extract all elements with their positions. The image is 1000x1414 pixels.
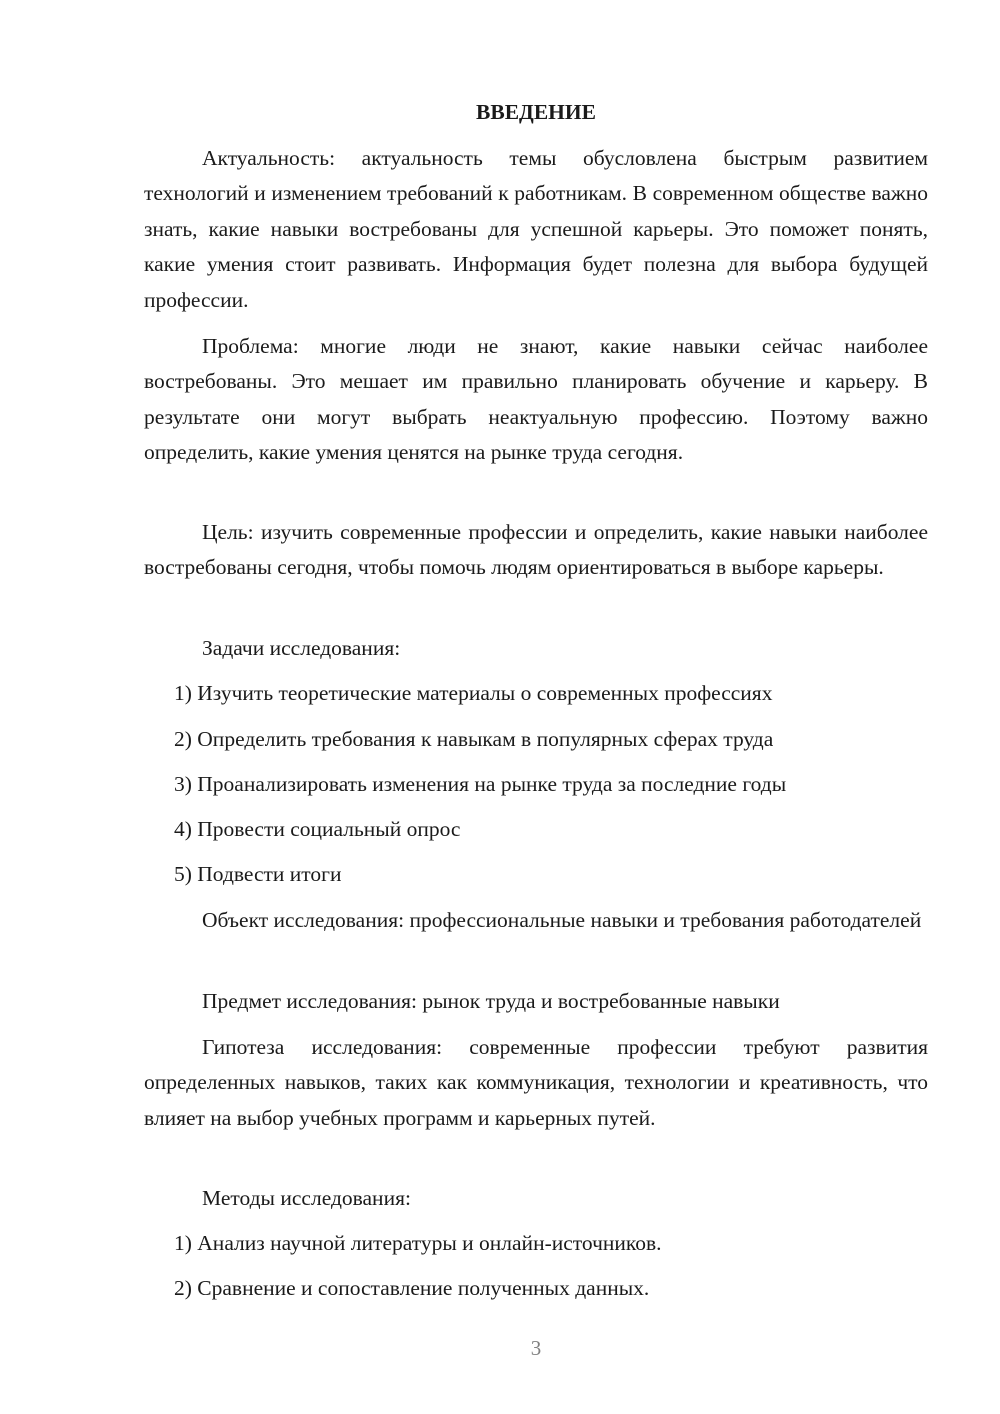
- method-item: 2) Сравнение и сопоставление полученных данных.: [174, 1276, 650, 1300]
- hypothesis-paragraph: Гипотеза исследования: современные профессии требуют развития определенных навыков, таких как коммуникация, технологии и креативность, что влияет на выбор учебных программ и карьерных путей.: [144, 1035, 928, 1130]
- relevance-paragraph: Актуальность: актуальность темы обусловлена быстрым развитием технологий и изменением требований к работникам. В современном обществе важно знать, какие навыки востребованы для успешной карьеры. Это поможет понять, какие умения стоит развивать. Информация будет полезна для выбора будущей профессии.: [144, 146, 928, 312]
- method-item: 1) Анализ научной литературы и онлайн-источников.: [174, 1231, 662, 1255]
- page-title: ВВЕДЕНИЕ: [476, 100, 596, 124]
- task-item: 1) Изучить теоретические материалы о современных профессиях: [174, 681, 773, 705]
- methods-heading: Методы исследования:: [202, 1186, 411, 1210]
- object-paragraph: Объект исследования: профессиональные навыки и требования работодателей: [202, 908, 922, 932]
- tasks-heading: Задачи исследования:: [202, 636, 401, 660]
- task-item: 3) Проанализировать изменения на рынке труда за последние годы: [174, 772, 787, 796]
- task-item: 5) Подвести итоги: [174, 862, 342, 886]
- subject-paragraph: Предмет исследования: рынок труда и востребованные навыки: [202, 989, 780, 1013]
- task-item: 4) Провести социальный опрос: [174, 817, 461, 841]
- task-item: 2) Определить требования к навыкам в популярных сферах труда: [174, 727, 774, 751]
- page-number: 3: [530, 1336, 542, 1360]
- goal-paragraph: Цель: изучить современные профессии и определить, какие навыки наиболее востребованы сегодня, чтобы помочь людям ориентироваться в выборе карьеры.: [144, 520, 928, 580]
- problem-paragraph: Проблема: многие люди не знают, какие навыки сейчас наиболее востребованы. Это мешает им правильно планировать обучение и карьеру. В результате они могут выбрать неактуальную профессию. Поэтому важно определить, какие умения ценятся на рынке труда сегодня.: [144, 334, 928, 465]
